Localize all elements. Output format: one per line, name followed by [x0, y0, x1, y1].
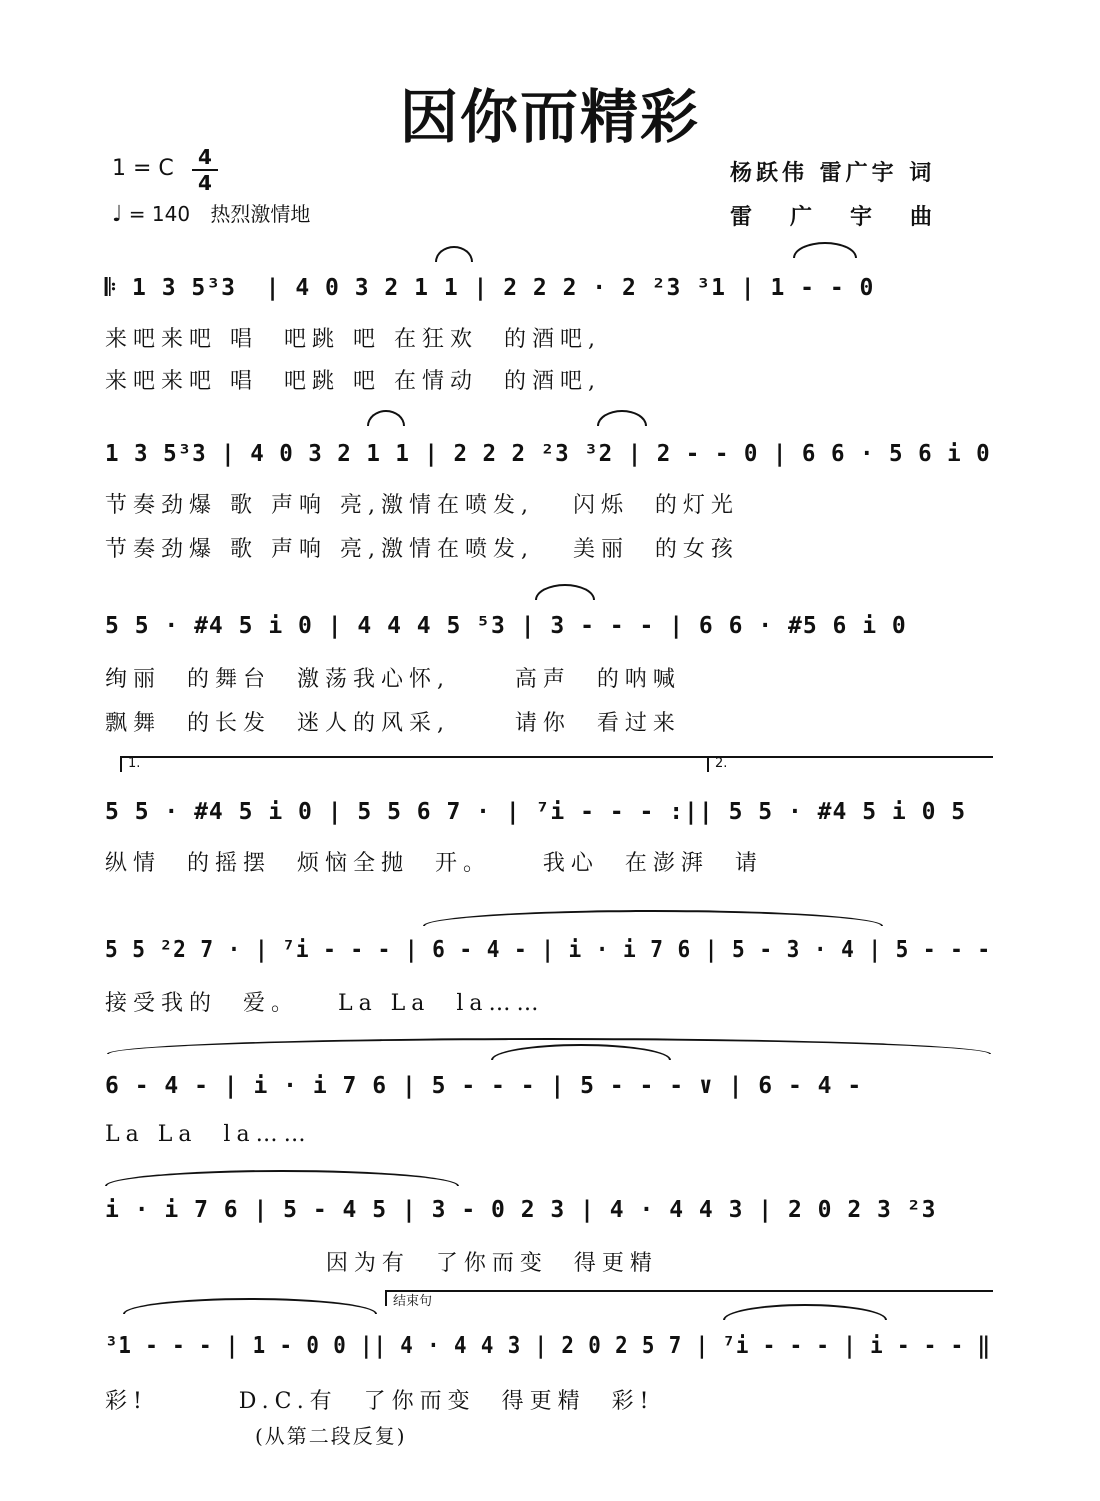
notation-text: i · i 7 6 | 5 - 4 5 | 3 - 0 2 3 | 4 · 4 4 3 | 2 0 2 3 ²3 — [105, 1197, 937, 1223]
key-signature: 1 = C — [112, 156, 174, 181]
notation-line — [105, 1320, 995, 1372]
lyrics-verse-1: 绚丽 的舞台 激荡我心怀, 高声 的呐喊 — [105, 667, 681, 692]
notation-text: 6 - 4 - | i · i 7 6 | 5 - - - | 5 - - - ∨ | 6 - 4 - — [105, 1073, 863, 1099]
lyrics-verse-1: La La la…… — [105, 1122, 312, 1147]
notation-line — [105, 428, 995, 480]
notation-line — [105, 262, 995, 314]
time-signature-bottom: 4 — [198, 171, 212, 195]
slur — [723, 1304, 887, 1320]
credits — [730, 152, 970, 240]
lyrics-verse-1: 彩! D.C.有 了你而变 得更精 彩! — [105, 1389, 655, 1414]
slur — [597, 410, 647, 426]
lyrics-verse-1: 来吧来吧 唱 吧跳 吧 在狂欢 的酒吧, — [105, 327, 601, 352]
lyrics-verse-2: 飘舞 的长发 迷人的风采, 请你 看过来 — [105, 711, 681, 736]
time-signature-top: 4 — [198, 145, 212, 169]
notation-line — [105, 600, 995, 652]
notation-line — [105, 786, 995, 838]
notation-text: 5 5 ²2 7 · | ⁷i - - - | 6 - 4 - | i · i 7 6 | 5 - 3 · 4 | 5 - - - — [105, 937, 992, 963]
tempo-marking — [112, 198, 310, 227]
slur — [435, 246, 473, 262]
slur — [535, 584, 595, 600]
slur — [367, 410, 405, 426]
lyrics-verse-1: 因为有 了你而变 得更精 — [105, 1251, 658, 1276]
lyrics-verse-2: 节奏劲爆 歌 声响 亮,激情在喷发, 美丽 的女孩 — [105, 537, 739, 562]
notation-text: 5 5 · #4 5 i 0 | 4 4 4 5 ⁵3 | 3 - - - | 6 6 · #5 6 i 0 — [105, 613, 907, 639]
second-ending-bracket — [707, 756, 993, 772]
tempo-bpm: = 140 — [128, 202, 191, 226]
composer-credit: 雷广宇曲 — [729, 205, 970, 230]
notation-line — [105, 924, 995, 976]
notation-text: 1 3 5³3 | 4 0 3 2 1 1 | 2 2 2 ²3 ³2 | 2 - - 0 | 6 6 · 5 6 i 0 — [105, 441, 991, 467]
ending-phrase-bracket — [385, 1290, 993, 1309]
first-ending-label: 1. — [128, 756, 141, 771]
repeat-instruction: (从第二段反复) — [255, 1424, 407, 1448]
ending-phrase-label: 结束句 — [393, 1294, 433, 1309]
notation-line — [105, 1060, 995, 1112]
lyrics-verse-1: 纵情 的摇摆 烦恼全抛 开。 我心 在澎湃 请 — [105, 851, 763, 876]
notation-text: 𝄆 1 3 5³3 | 4 0 3 2 1 1 | 2 2 2 · 2 ²3 ³1 | 1 - - 0 — [105, 275, 875, 301]
notation-text: 5 5 · #4 5 i 0 | 5 5 6 7 · | ⁷i - - - :|| 5 5 · #4 5 i 0 5 — [105, 799, 967, 825]
song-title: 因你而精彩 — [399, 83, 700, 151]
time-signature — [192, 146, 218, 194]
notation-text: ³1 - - - | 1 - 0 0 || 4 · 4 4 3 | 2 0 2 5 7 | ⁷i - - - | i - - - ‖ — [105, 1333, 991, 1359]
tempo-expression: 热烈激情地 — [210, 202, 311, 226]
lyrics-verse-1: 接受我的 爱。 La La la…… — [105, 991, 545, 1016]
lyrics-verse-1: 节奏劲爆 歌 声响 亮,激情在喷发, 闪烁 的灯光 — [105, 493, 739, 518]
notation-line — [105, 1184, 995, 1236]
slur — [793, 242, 857, 258]
second-ending-label: 2. — [715, 756, 728, 771]
lyricist-credit: 杨跃伟 雷广宇 词 — [729, 161, 936, 186]
lyrics-verse-2: 来吧来吧 唱 吧跳 吧 在情动 的酒吧, — [105, 369, 601, 394]
quarter-note-icon: ♩ — [112, 202, 123, 227]
slur — [123, 1298, 377, 1314]
first-ending-bracket — [120, 756, 707, 772]
